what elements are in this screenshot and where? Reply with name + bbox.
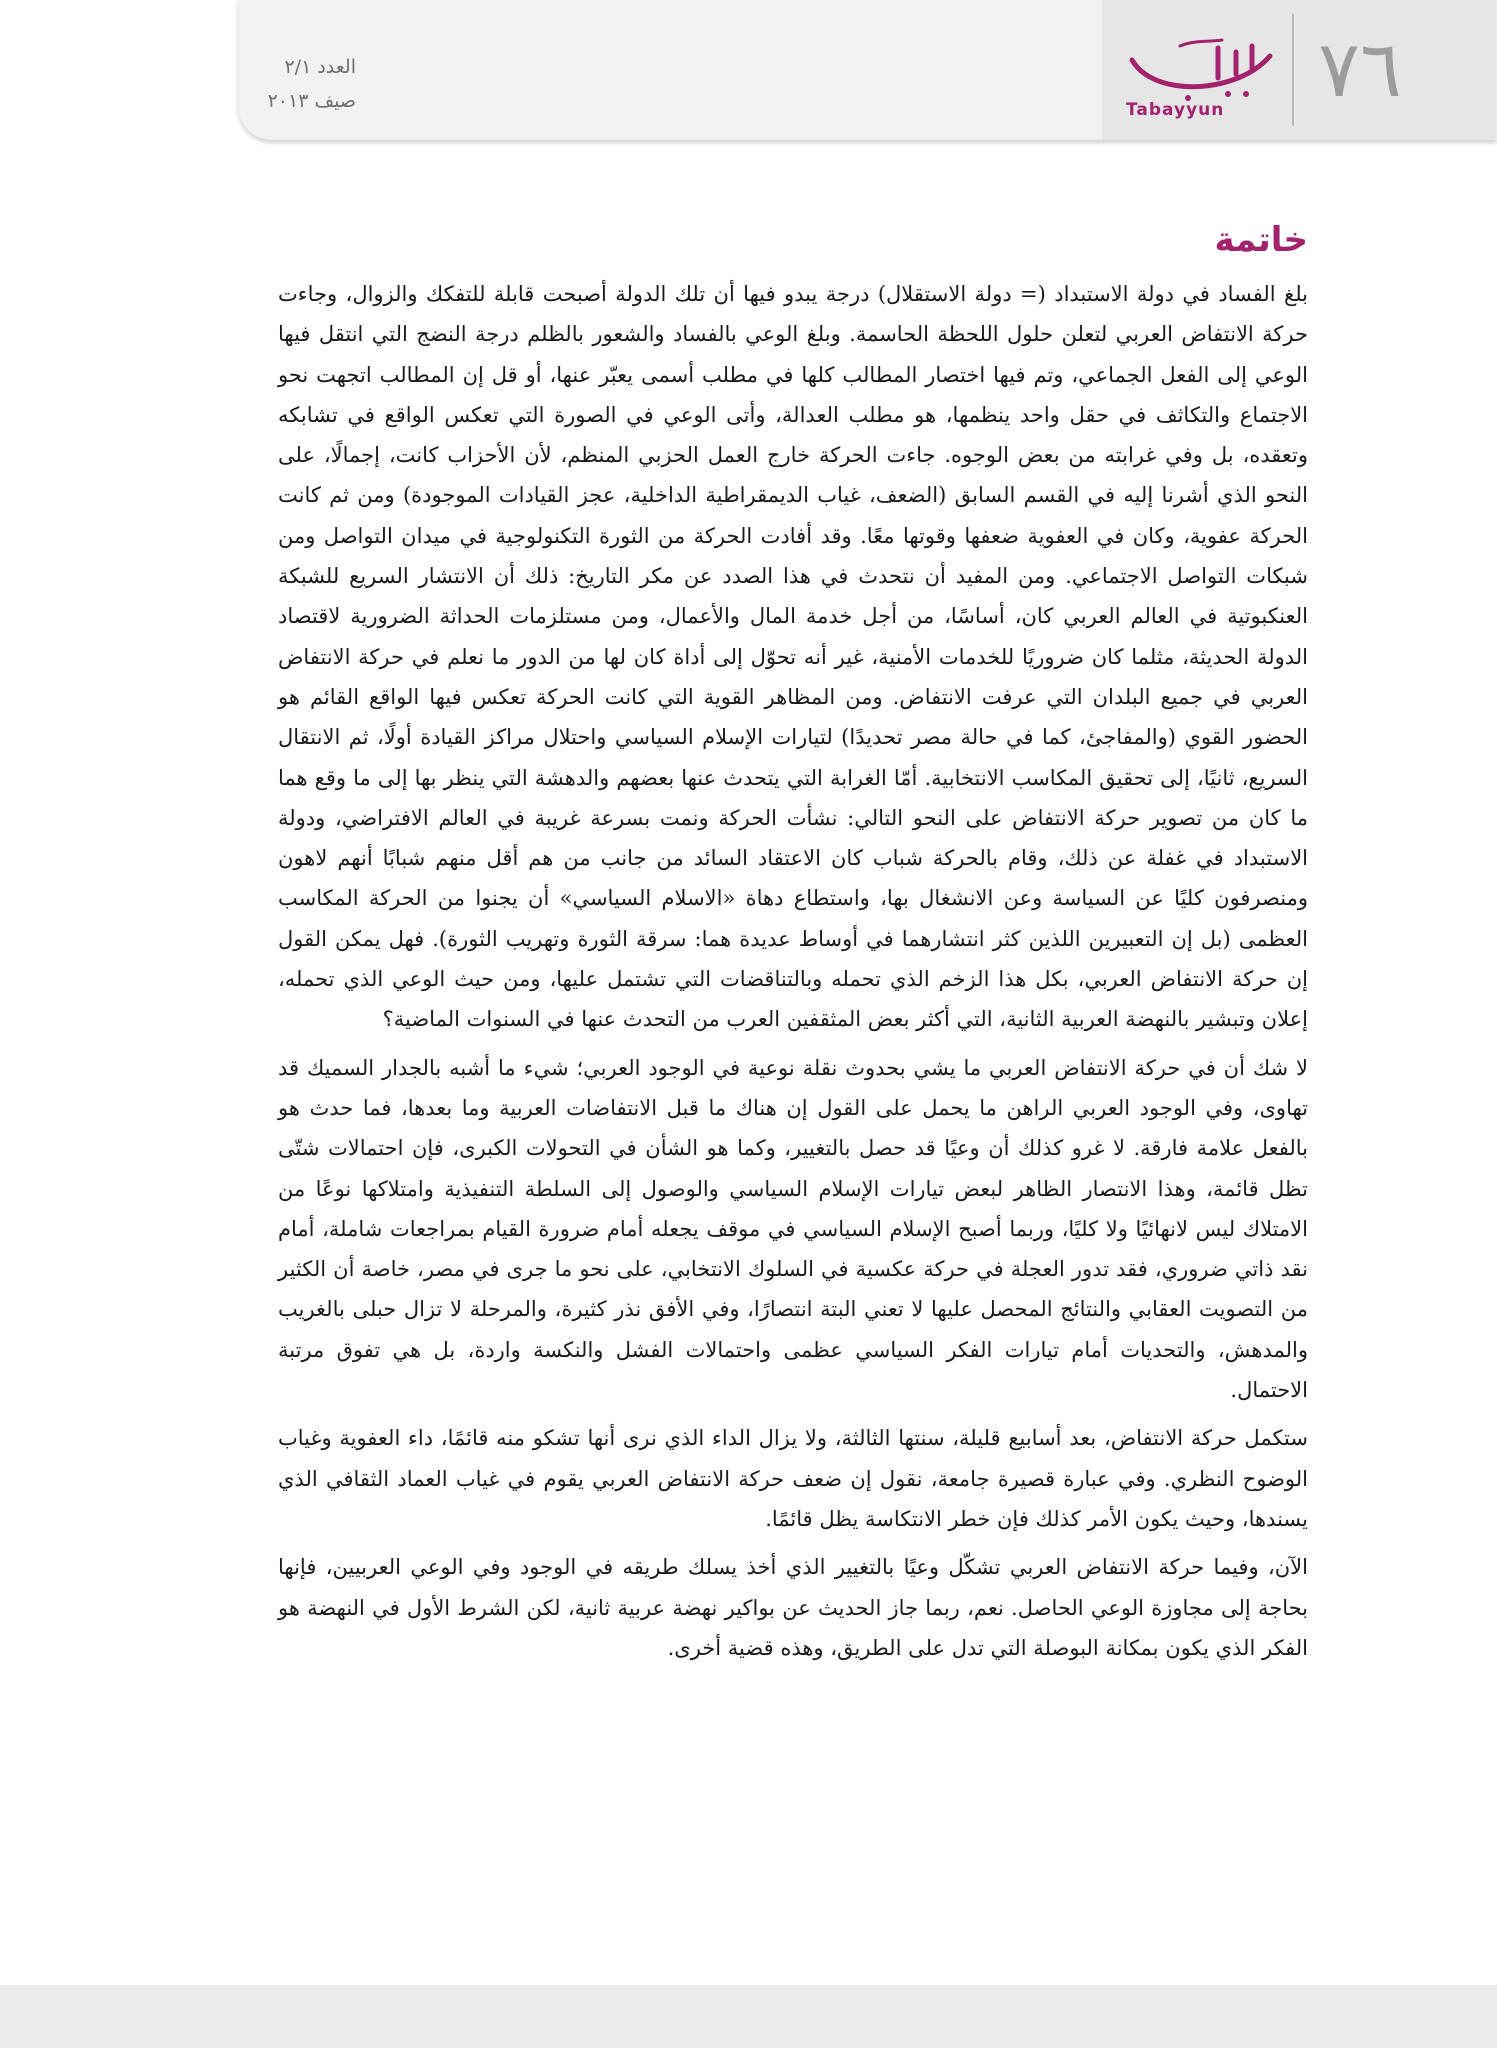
header-separator [1292,14,1294,126]
issue-number: العدد ٢/١ [284,56,356,78]
page-number: ٧٦ [1318,25,1402,115]
section-title: خاتمة [1214,220,1308,260]
logo-latin-text: Tabayyun [1126,100,1225,120]
issue-season: صيف ٢٠١٣ [267,90,356,112]
issue-info [196,50,356,118]
journal-logo [1118,38,1286,130]
paragraph-1: بلغ الفساد في دولة الاستبداد (= دولة الاستقلال) درجة يبدو فيها أن تلك الدولة أصبحت قابلة للتفكك والزوال، وجاءت حركة الانتفاض العربي لتعلن حلول اللحظة الحاسمة. وبلغ الوعي بالفساد والشعور بالظلم درجة النضج التي انتقل فيها الوعي إلى الفعل الجماعي، وتم فيها اختصار المطالب كلها في مطلب أسمى يعبّر عنها، أو قل إن المطالب اتجهت نحو الاجتماع والتكاثف في حقل واحد ينظمها، هو مطلب العدالة، وأتى الوعي في الصورة التي تعكس الواقع في تشابكه وتعقده، بل وفي غرابته من بعض الوجوه. جاءت الحركة خارج العمل الحزبي المنظم، لأن الأحزاب كانت، إجمالًا، على النحو الذي أشرنا إليه في القسم السابق (الضعف، غياب الديمقراطية الداخلية، عجز القيادات الموجودة) ومن ثم كانت الحركة عفوية، وكان في العفوية ضعفها وقوتها معًا. وقد أفادت الحركة من الثورة التكنولوجية في ميدان التواصل ومن شبكات التواصل الاجتماعي. ومن المفيد أن نتحدث في هذا الصدد عن مكر التاريخ: ذلك أن الانتشار السريع للشبكة العنكبوتية في العالم العربي كان، أساسًا، من أجل خدمة المال والأعمال، ومن مستلزمات الحداثة الضرورية لاقتصاد الدولة الحديثة، مثلما كان ضروريًا للخدمات الأمنية، غير أنه تحوّل إلى أداة كان لها من الدور ما نعلم في حركة الانتفاض العربي في جميع البلدان التي عرفت الانتفاض. ومن المظاهر القوية التي كانت الحركة تعكس فيها الواقع القائم هو الحضور القوي (والمفاجئ، كما في حالة مصر تحديدًا) لتيارات الإسلام السياسي واحتلال مراكز القيادة أولًا، ثم الانتقال السريع، ثانيًا، إلى تحقيق المكاسب الانتخابية. أمّا الغرابة التي يتحدث عنها بعضهم والدهشة التي ينظر بها إلى ما وقع هما ما كان من تصوير حركة الانتفاض على النحو التالي: نشأت الحركة ونمت بسرعة غريبة في العالم الافتراضي، ودولة الاستبداد في غفلة عن ذلك، وقام بالحركة شباب كان الاعتقاد السائد من جانب من هم أقل منهم شبابًا أنهم لاهون ومنصرفون كليًا عن السياسة وعن الانشغال بها، واستطاع دهاة «الاسلام السياسي» أن يجنوا من الحركة المكاسب العظمى (بل إن التعبيرين اللذين كثر انتشارهما في أوساط عديدة هما: سرقة الثورة وتهريب الثورة). فهل يمكن القول إن حركة الانتفاض العربي، بكل هذا الزخم الذي تحمله وبالتناقضات التي تشتمل عليها، ومن حيث الوعي الذي تحمله، إعلان وتبشير بالنهضة العربية الثانية، التي أكثر بعض المثقفين العرب من التحدث عنها في السنوات الماضية؟ [278,282,1308,1032]
paragraph-2: لا شك أن في حركة الانتفاض العربي ما يشي بحدوث نقلة نوعية في الوجود العربي؛ شيء ما أشبه بالجدار السميك قد تهاوى، وفي الوجود العربي الراهن ما يحمل على القول إن هناك ما قبل الانتفاضات العربية وما بعدها، فما حدث هو بالفعل علامة فارقة. لا غرو كذلك أن وعيًا قد حصل بالتغيير، وكما هو الشأن في التحولات الكبرى، فإن احتمالات شتّى تظل قائمة، وهذا الانتصار الظاهر لبعض تيارات الإسلام السياسي والوصول إلى السلطة التنفيذية وامتلاكها نوعًا من الامتلاك ليس لانهائيًا ولا كليًا، وربما أصبح الإسلام السياسي في موقف يجعله أمام ضرورة القيام بمراجعات شاملة، أمام نقد ذاتي ضروري، فقد تدور العجلة في حركة عكسية في السلوك الانتخابي، على نحو ما جرى في مصر، خاصة أن الكثير من التصويت العقابي والنتائج المحصل عليها لا تعني البتة انتصارًا، وفي الأفق نذر كثيرة، والمرحلة لا تزال حبلى بالغريب والمدهش، والتحديات أمام تيارات الفكر السياسي عظمى واحتمالات الفشل والنكسة واردة، بل هي تفوق مرتبة الاحتمال. [278,1055,1308,1403]
page-footer [0,1985,1497,2048]
paragraph-3: ستكمل حركة الانتفاض، بعد أسابيع قليلة، سنتها الثالثة، ولا يزال الداء الذي نرى أنها تشكو منه قائمًا، داء العفوية وغياب الوضوح النظري. وفي عبارة قصيرة جامعة، نقول إن ضعف حركة الانتفاض العربي يقوم في غياب العماد الثقافي الذي يسندها، وحيث يكون الأمر كذلك فإن خطر الانتكاسة يظل قائمًا. [278,1426,1308,1531]
paragraph-4: الآن، وفيما حركة الانتفاض العربي تشكّل وعيًا بالتغيير الذي أخذ يسلك طريقه في الوجود وفي الوعي العربيين، فإنها بحاجة إلى مجاوزة الوعي الحاصل. نعم، ربما جاز الحديث عن بواكير نهضة عربية ثانية، لكن الشرط الأول في النهضة هو الفكر الذي يكون بمكانة البوصلة التي تدل على الطريق، وهذه قضية أخرى. [278,1555,1308,1660]
article-body [278,208,1308,1676]
logo-calligraphy-icon [1118,38,1286,102]
